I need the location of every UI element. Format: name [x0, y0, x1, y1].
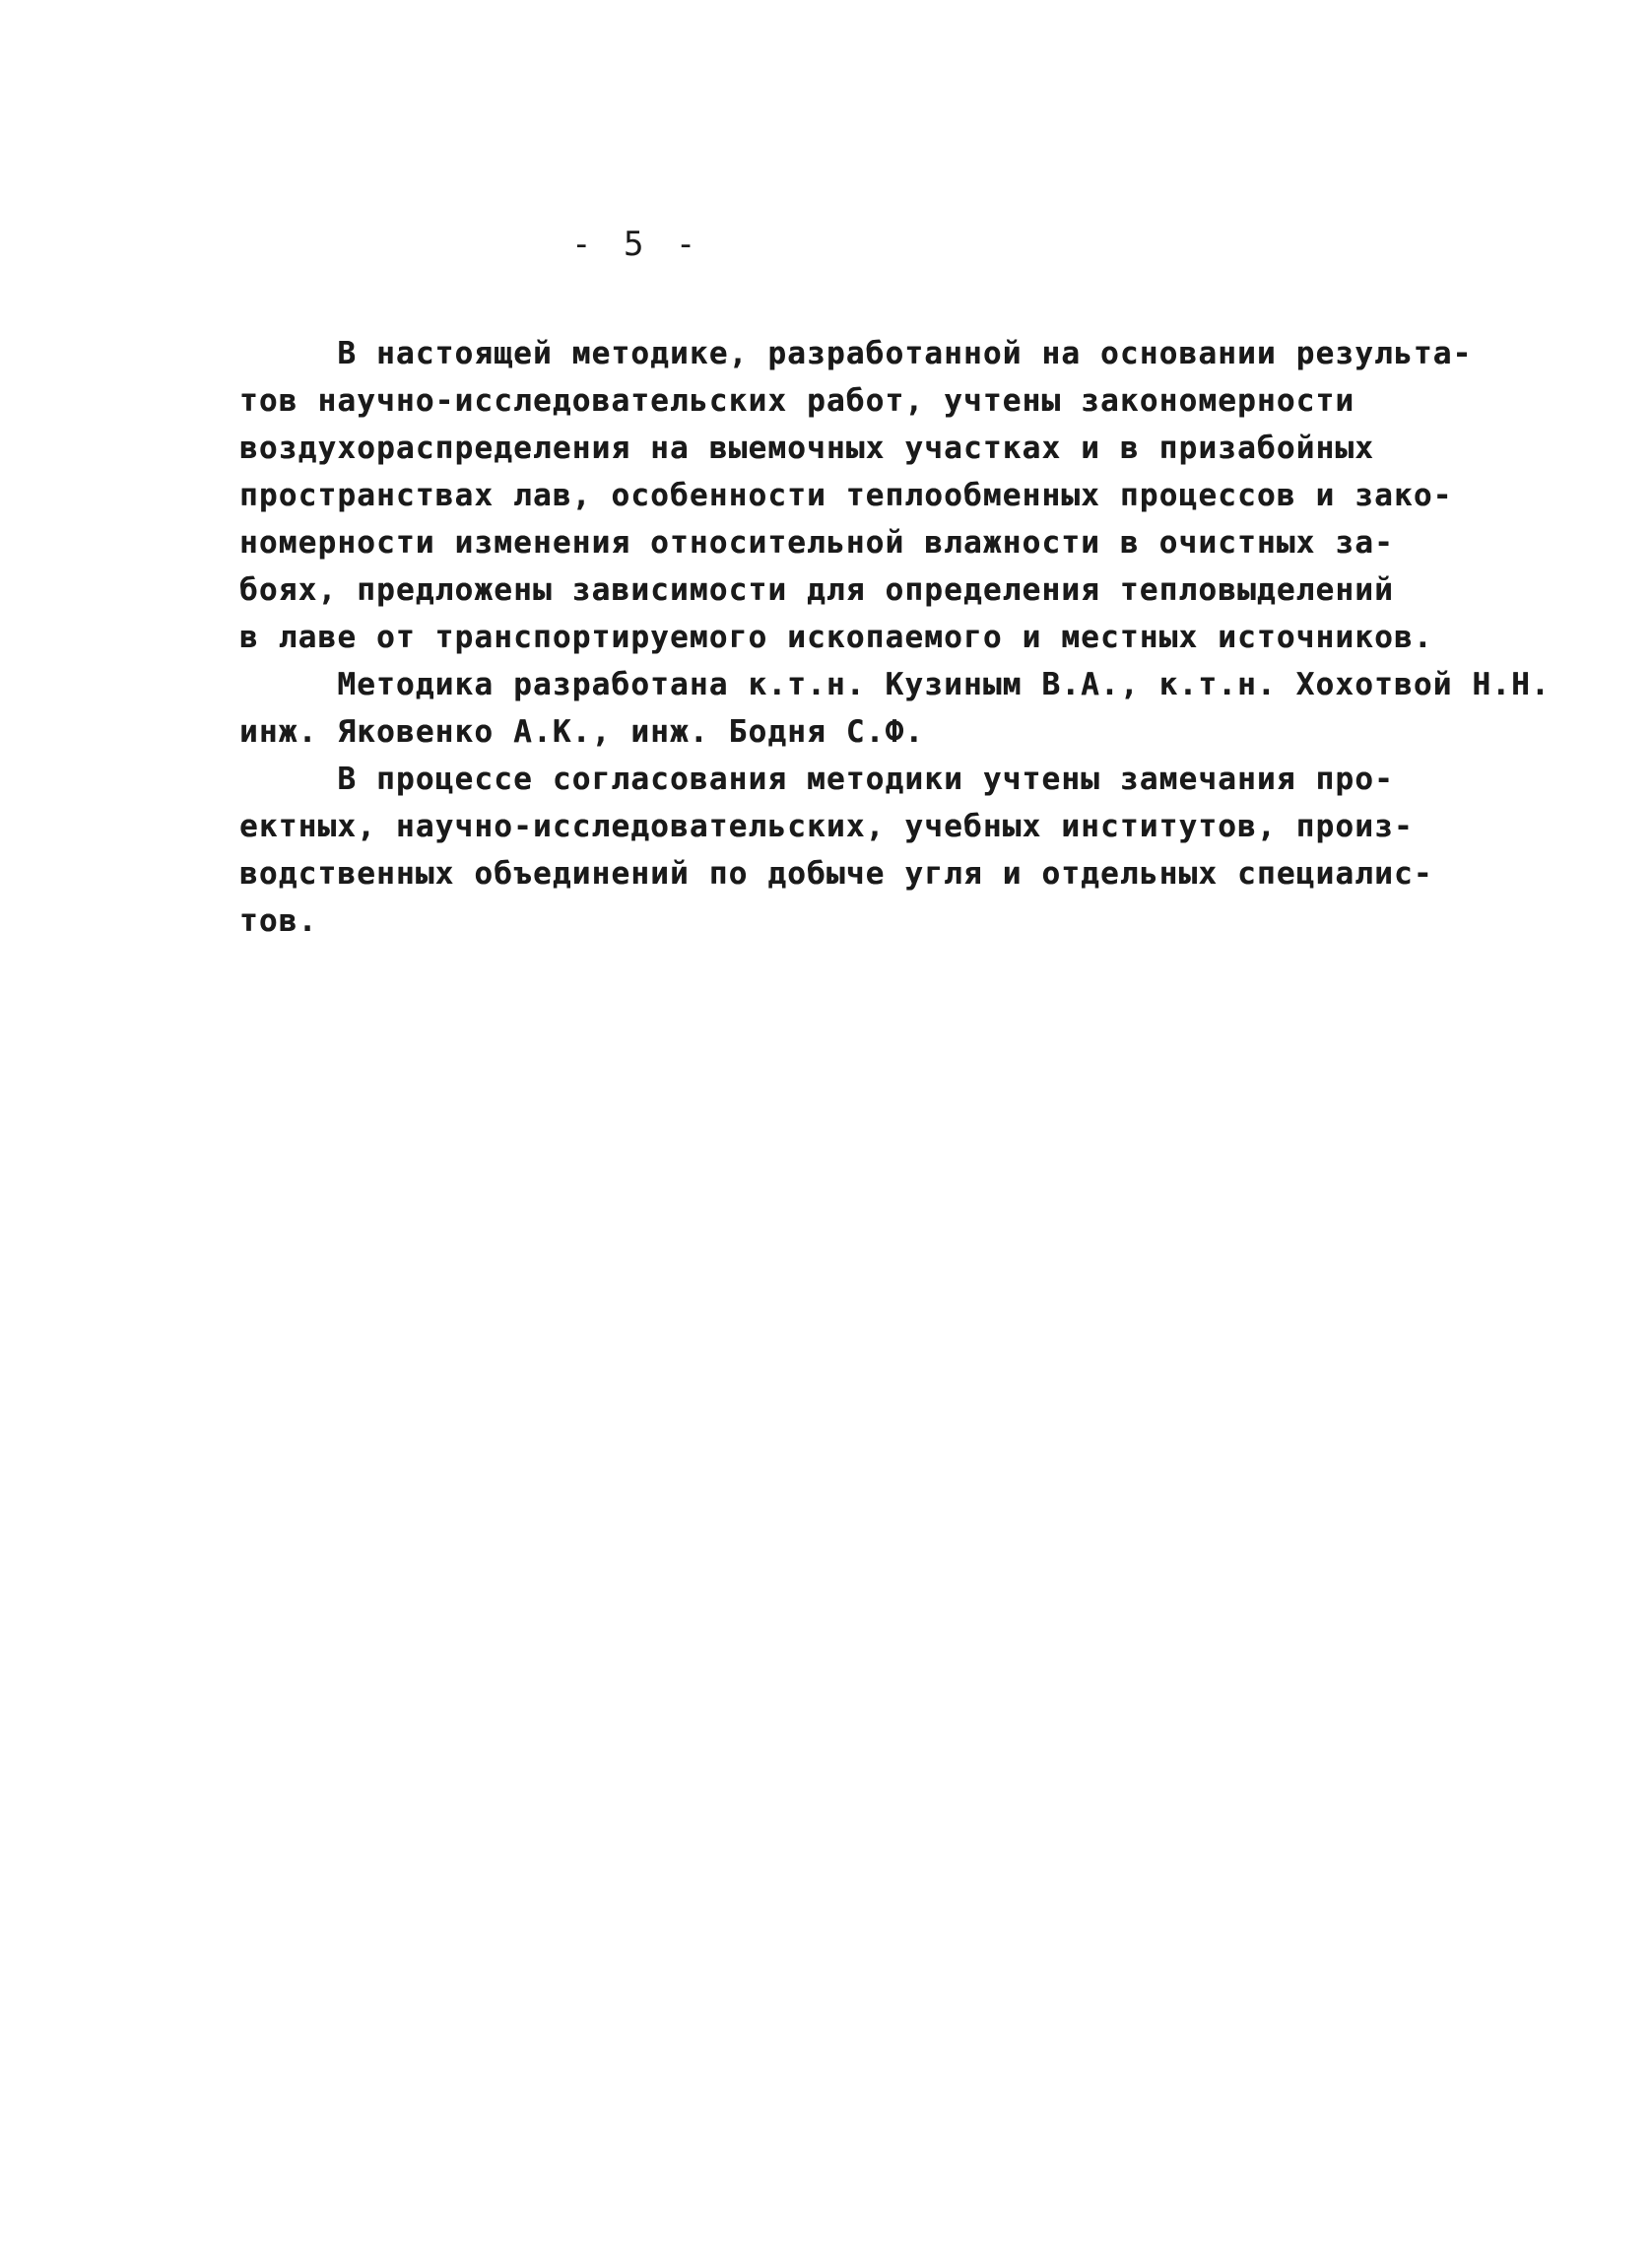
text-line: инж. Яковенко А.К., инж. Бодня С.Ф.	[239, 714, 925, 750]
text-line: В настоящей методике, разработанной на основании результа-	[239, 336, 1473, 371]
text-line: тов.	[239, 903, 318, 939]
text-line: пространствах лав, особенности теплообменных процессов и зако-	[239, 478, 1453, 513]
text-line: номерности изменения относительной влажности в очистных за-	[239, 525, 1394, 561]
text-line: ектных, научно-исследовательских, учебных институтов, произ-	[239, 809, 1414, 844]
text-line: боях, предложены зависимости для определения тепловыделений	[239, 572, 1394, 608]
page-number: - 5 -	[571, 225, 702, 264]
text-line: в лаве от транспортируемого ископаемого и местных источников.	[239, 620, 1433, 655]
text-line: водственных объединений по добыче угля и отдельных специалис-	[239, 856, 1433, 892]
body-text	[239, 330, 1550, 945]
text-line: воздухораспределения на выемочных участках и в призабойных	[239, 431, 1375, 466]
text-line: Методика разработана к.т.н. Кузиным В.А., к.т.н. Хохотвой Н.Н.	[239, 667, 1551, 702]
text-line: В процессе согласования методики учтены замечания про-	[239, 762, 1394, 797]
text-line: тов научно-исследовательских работ, учтены закономерности	[239, 383, 1355, 419]
